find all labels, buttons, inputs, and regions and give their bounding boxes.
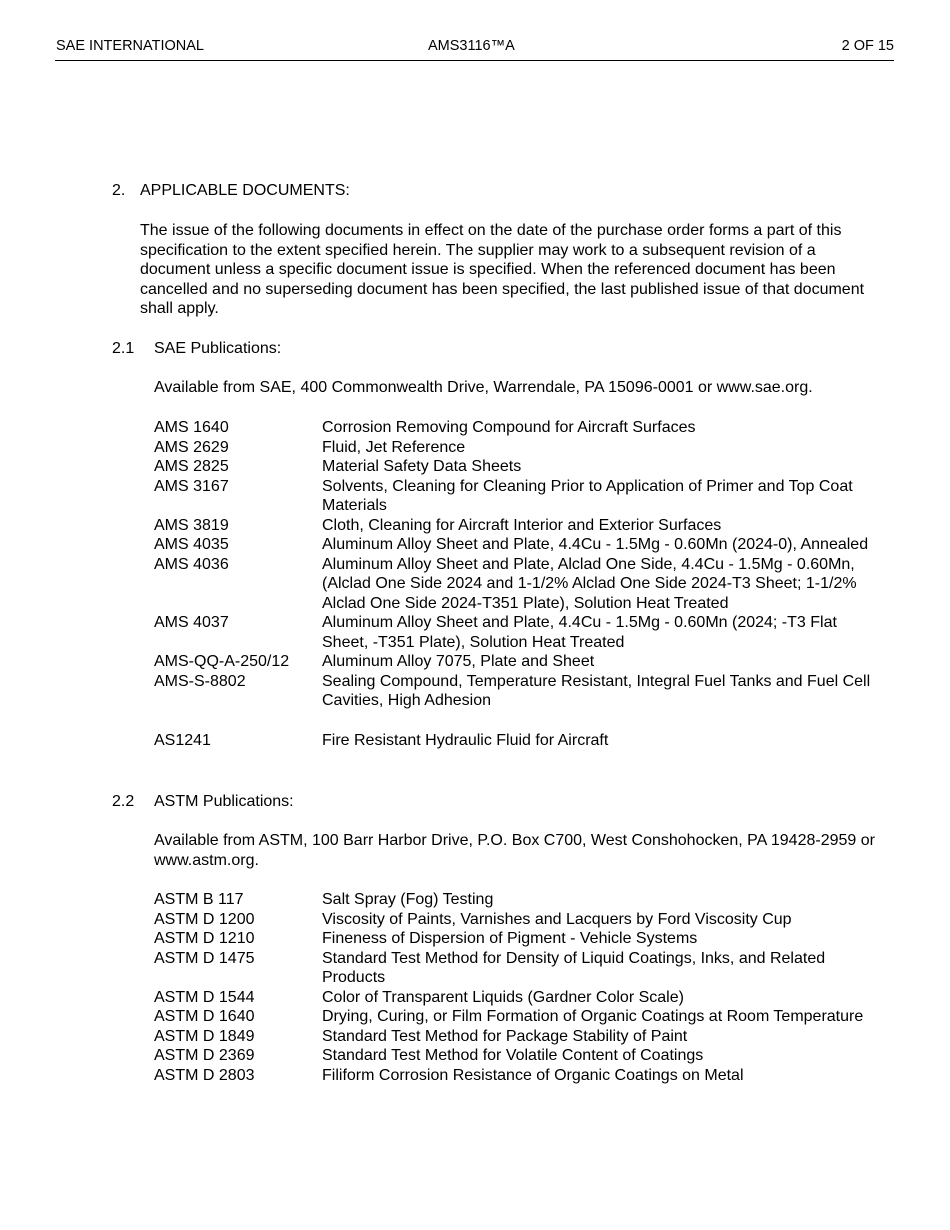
list-item (154, 555, 882, 614)
document-code: AMS 1640 (154, 419, 229, 436)
list-item (154, 477, 882, 516)
document-title: Material Safety Data Sheets (322, 458, 522, 475)
list-item (154, 949, 882, 988)
document-code: AMS-S-8802 (154, 672, 246, 690)
document-title: Aluminum Alloy Sheet and Plate, Alclad One Side, 4.4Cu - 1.5Mg - 0.60Mn, (Alclad One Side 2024 and 1-1/2% Alclad One Side 2024-T3 Sheet; 1-1/2% Alclad One Side 2024-T351 Plate), Solution Heat Treated (322, 555, 857, 612)
document-code: AMS 3167 (154, 477, 229, 495)
document-title: Solvents, Cleaning for Cleaning Prior to Application of Primer and Top Coat Materials (322, 477, 853, 514)
list-item (154, 652, 882, 672)
document-title: Salt Spray (Fog) Testing (322, 891, 494, 908)
document-code: ASTM D 1849 (154, 1027, 255, 1045)
section-2-2-number: 2.2 (112, 793, 135, 810)
document-code: AMS 2825 (154, 458, 229, 475)
document-code: ASTM D 1210 (154, 930, 255, 947)
document-code: AMS-QQ-A-250/12 (154, 653, 290, 670)
document-title: Cloth, Cleaning for Aircraft Interior and Exterior Surfaces (322, 516, 722, 534)
document-code: ASTM D 1544 (154, 988, 255, 1006)
spacer (154, 711, 882, 731)
sae-documents-list (154, 418, 882, 750)
document-title: Aluminum Alloy 7075, Plate and Sheet (322, 653, 595, 670)
list-item (154, 438, 882, 458)
list-item (154, 1007, 882, 1027)
document-title: Fire Resistant Hydraulic Fluid for Aircraft (322, 731, 609, 749)
document-title: Filiform Corrosion Resistance of Organic Coatings on Metal (322, 1066, 744, 1084)
document-code: ASTM D 1475 (154, 949, 255, 967)
section-2-title: APPLICABLE DOCUMENTS: (140, 182, 350, 199)
list-item (154, 988, 882, 1008)
list-item (154, 613, 882, 652)
document-code: ASTM D 2369 (154, 1047, 255, 1064)
document-title: Aluminum Alloy Sheet and Plate, 4.4Cu - 1.5Mg - 0.60Mn (2024; -T3 Flat Sheet, -T351 Plate), Solution Heat Treated (322, 614, 837, 651)
document-title: Aluminum Alloy Sheet and Plate, 4.4Cu - 1.5Mg - 0.60Mn (2024-0), Annealed (322, 536, 869, 553)
document-code: ASTM D 1640 (154, 1008, 255, 1025)
page-header (55, 38, 894, 61)
list-item (154, 418, 882, 438)
document-title: Viscosity of Paints, Varnishes and Lacquers by Ford Viscosity Cup (322, 910, 792, 928)
document-code: ASTM D 1200 (154, 910, 255, 928)
list-item (154, 1066, 882, 1086)
astm-documents-list (154, 890, 882, 1085)
list-item (154, 1046, 882, 1066)
section-2-paragraph: The issue of the following documents in effect on the date of the purchase order forms a part of this specification to the extent specified herein. The supplier may work to a subsequent revision of a document unless a specific document issue is specified. When the referenced document has been cancelled and no superseding document has been specified, the last published issue of that document shall apply. (140, 222, 865, 317)
sae-availability: Available from SAE, 400 Commonwealth Drive, Warrendale, PA 15096-0001 or www.sae.org. (154, 379, 813, 396)
document-title: Standard Test Method for Volatile Content of Coatings (322, 1047, 704, 1064)
list-item (154, 672, 882, 711)
list-item (154, 1027, 882, 1047)
header-document-number: AMS3116™A (428, 38, 515, 54)
list-item (154, 457, 882, 477)
section-2-number: 2. (112, 182, 126, 199)
list-item (154, 890, 882, 910)
document-code: ASTM D 2803 (154, 1066, 255, 1084)
document-code: AMS 3819 (154, 516, 229, 534)
document-code: AMS 2629 (154, 438, 229, 456)
document-title: Standard Test Method for Density of Liquid Coatings, Inks, and Related Products (322, 949, 826, 986)
astm-availability: Available from ASTM, 100 Barr Harbor Drive, P.O. Box C700, West Conshohocken, PA 19428-2959 or www.astm.org. (154, 832, 875, 869)
list-item (154, 731, 882, 751)
document-code: AMS 4037 (154, 614, 229, 631)
document-title: Fineness of Dispersion of Pigment - Vehicle Systems (322, 930, 698, 947)
document-title: Corrosion Removing Compound for Aircraft Surfaces (322, 419, 696, 436)
document-title: Fluid, Jet Reference (322, 438, 466, 456)
section-2-2-title: ASTM Publications: (154, 793, 294, 810)
document-code: AMS 4035 (154, 536, 229, 553)
document-title: Drying, Curing, or Film Formation of Organic Coatings at Room Temperature (322, 1008, 864, 1025)
list-item (154, 910, 882, 930)
document-code: ASTM B 117 (154, 891, 244, 908)
section-2-1-title: SAE Publications: (154, 340, 282, 357)
section-2-1-number: 2.1 (112, 340, 135, 357)
header-organization: SAE INTERNATIONAL (56, 38, 204, 54)
document-title: Color of Transparent Liquids (Gardner Color Scale) (322, 988, 684, 1006)
document-code: AMS 4036 (154, 555, 229, 573)
list-item (154, 535, 882, 555)
document-title: Standard Test Method for Package Stability of Paint (322, 1027, 688, 1045)
list-item (154, 516, 882, 536)
header-page-number: 2 OF 15 (841, 38, 894, 54)
list-item (154, 929, 882, 949)
document-title: Sealing Compound, Temperature Resistant, Integral Fuel Tanks and Fuel Cell Cavities, High Adhesion (322, 672, 871, 709)
document-code: AS1241 (154, 731, 211, 749)
